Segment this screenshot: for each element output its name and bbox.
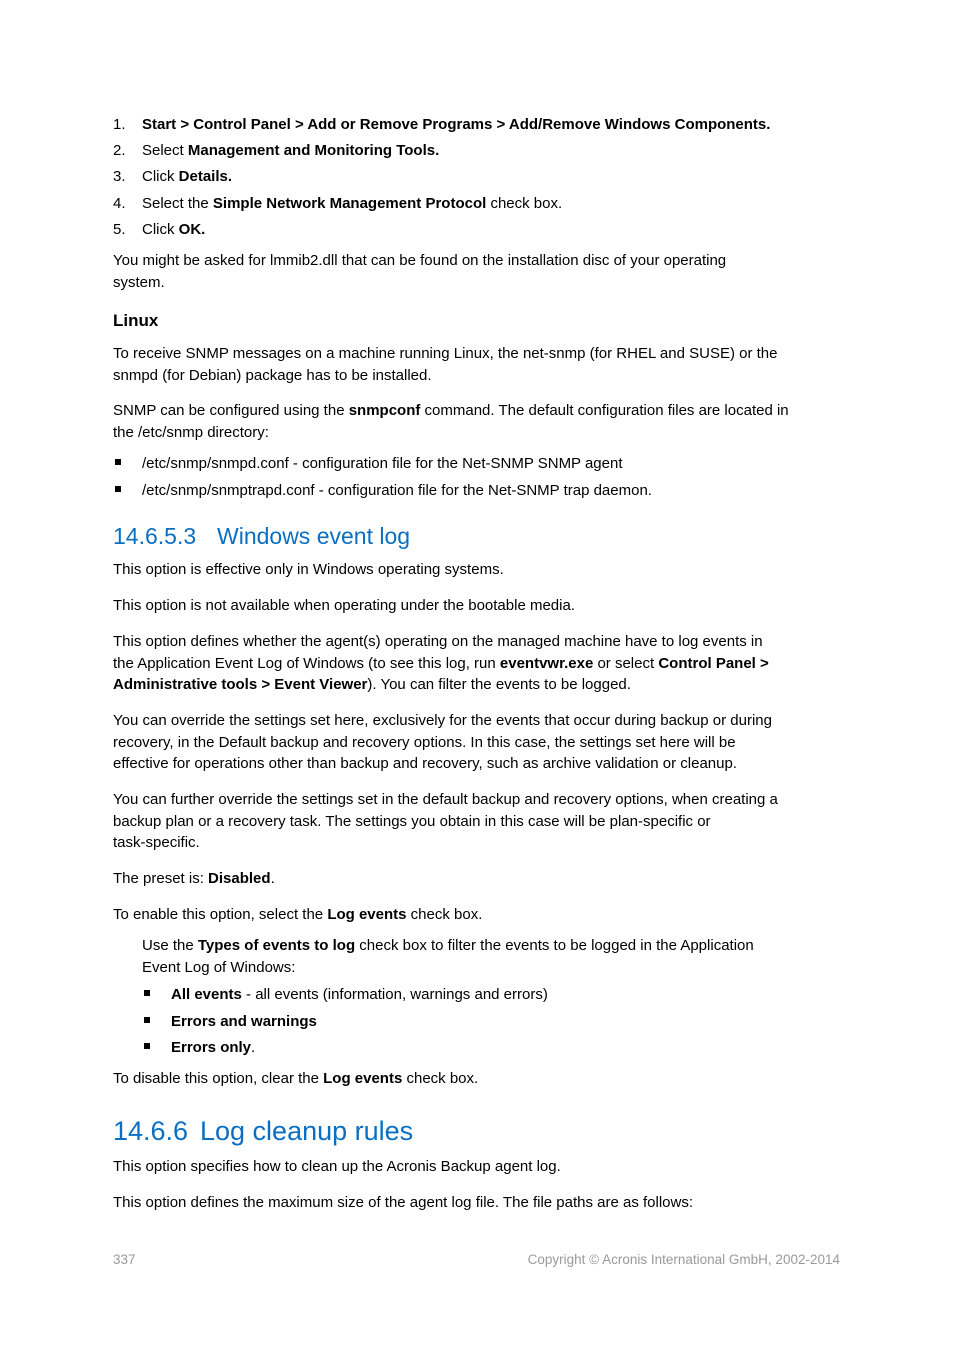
paragraph-line: Event Log of Windows: bbox=[142, 958, 296, 976]
step-pre: Click bbox=[142, 168, 179, 185]
step-bold: Start > Control Panel > Add or Remove Programs > Add/Remove Windows Components. bbox=[142, 116, 771, 133]
lmmib-paragraph bbox=[113, 250, 726, 293]
square-bullet-icon bbox=[144, 990, 150, 996]
option-name: Errors only bbox=[171, 1039, 252, 1056]
text-run: - all events (information, warnings and errors) bbox=[241, 986, 548, 1003]
paragraph: This option specifies how to clean up the Acronis Backup agent log. bbox=[113, 1158, 561, 1175]
text-run: check box. bbox=[406, 906, 483, 923]
copyright-notice: Copyright © Acronis International GmbH, 2002-2014 bbox=[527, 1252, 840, 1267]
option-name: Log events bbox=[323, 1070, 403, 1087]
step-number: 4. bbox=[113, 195, 126, 212]
section-number: 14.6.6 bbox=[113, 1116, 189, 1146]
preset-paragraph bbox=[113, 868, 275, 890]
command-name: eventvwr.exe bbox=[499, 654, 594, 672]
paragraph: This option defines the maximum size of the agent log file. The file paths are as follows: bbox=[113, 1194, 694, 1211]
paragraph-line bbox=[142, 935, 754, 957]
step-bold: Simple Network Management Protocol bbox=[212, 195, 487, 212]
text-run: check box. bbox=[402, 1070, 479, 1087]
text-run: The preset is: bbox=[113, 870, 209, 887]
square-bullet-icon bbox=[144, 1017, 150, 1023]
paragraph-line bbox=[113, 674, 769, 696]
option-name: Errors and warnings bbox=[171, 1013, 317, 1030]
step-post: check box. bbox=[486, 195, 563, 212]
paragraph-line: effective for operations other than backup and recovery, such as archive validation or cleanup. bbox=[113, 755, 737, 772]
text-run: Use the bbox=[142, 937, 198, 954]
linux-heading: Linux bbox=[113, 311, 159, 330]
step-number: 5. bbox=[113, 221, 126, 238]
step-text bbox=[142, 219, 205, 240]
paragraph-line: the /etc/snmp directory: bbox=[113, 423, 269, 441]
enable-paragraph bbox=[113, 904, 482, 926]
section-number: 14.6.5.3 bbox=[113, 523, 197, 549]
text-run: check box to filter the events to be logged in the Application bbox=[355, 937, 754, 954]
square-bullet-icon bbox=[144, 1043, 150, 1049]
step-bold: OK. bbox=[178, 221, 206, 238]
step-text bbox=[142, 114, 770, 135]
paragraph bbox=[113, 631, 769, 696]
list-item: /etc/snmp/snmptrapd.conf - configuration file for the Net-SNMP trap daemon. bbox=[142, 482, 652, 499]
paragraph-line bbox=[113, 400, 789, 422]
step-pre: Select the bbox=[142, 195, 213, 212]
step-text bbox=[142, 140, 439, 161]
menu-path: Administrative tools > Event Viewer bbox=[113, 676, 368, 693]
preset-value: Disabled bbox=[208, 870, 271, 887]
paragraph-line: task-specific. bbox=[113, 834, 200, 851]
paragraph-line: recovery, in the Default backup and recovery options. In this case, the settings set here will be bbox=[113, 733, 736, 751]
paragraph-line bbox=[113, 653, 769, 675]
paragraph-line: snmpd (for Debian) package has to be installed. bbox=[113, 366, 432, 384]
linux-paragraph-1 bbox=[113, 343, 778, 386]
list-item: /etc/snmp/snmpd.conf - configuration file for the Net-SNMP SNMP agent bbox=[142, 455, 623, 472]
step-text bbox=[142, 193, 562, 214]
text-run: To enable this option, select the bbox=[113, 906, 328, 923]
text-run: command. The default configuration files are located in bbox=[420, 402, 789, 419]
text-run: To disable this option, clear the bbox=[113, 1070, 324, 1087]
option-name: All events bbox=[171, 986, 242, 1003]
paragraph-line: You might be asked for lmmib2.dll that can be found on the installation disc of your operating bbox=[113, 252, 727, 269]
step-pre: Select bbox=[142, 142, 188, 159]
step-bold: Details. bbox=[178, 168, 233, 185]
text-run: the Application Event Log of Windows (to see this log, run bbox=[113, 654, 500, 672]
types-paragraph bbox=[142, 935, 754, 978]
step-number: 1. bbox=[113, 116, 126, 133]
paragraph-line: You can override the settings set here, exclusively for the events that occur during backup or during bbox=[113, 712, 772, 729]
square-bullet-icon bbox=[115, 486, 121, 492]
text-run: . bbox=[251, 1039, 256, 1056]
section-title: Log cleanup rules bbox=[200, 1116, 414, 1146]
list-item bbox=[171, 1011, 317, 1033]
menu-path: Control Panel > bbox=[658, 654, 769, 672]
step-text bbox=[142, 166, 232, 187]
section-heading-windows-event-log bbox=[113, 521, 410, 551]
list-item bbox=[171, 984, 548, 1006]
paragraph-line: This option defines whether the agent(s) operating on the managed machine have to log events in bbox=[113, 633, 763, 650]
text-run: . bbox=[270, 870, 275, 887]
paragraph bbox=[113, 710, 772, 775]
step-number: 2. bbox=[113, 142, 126, 159]
linux-paragraph-2 bbox=[113, 400, 789, 443]
paragraph: This option is not available when operating under the bootable media. bbox=[113, 597, 575, 614]
page-number: 337 bbox=[113, 1252, 136, 1267]
list-item bbox=[171, 1037, 255, 1059]
paragraph: This option is effective only in Windows operating systems. bbox=[113, 561, 504, 578]
step-pre: Click bbox=[142, 221, 179, 238]
text-run: ). You can filter the events to be logged. bbox=[367, 676, 631, 693]
section-heading-log-cleanup-rules bbox=[113, 1114, 413, 1148]
square-bullet-icon bbox=[115, 459, 121, 465]
paragraph-line: backup plan or a recovery task. The settings you obtain in this case will be plan-specific or bbox=[113, 812, 711, 830]
paragraph-line: system. bbox=[113, 273, 165, 291]
paragraph bbox=[113, 789, 778, 854]
paragraph-line: To receive SNMP messages on a machine running Linux, the net-snmp (for RHEL and SUSE) or the bbox=[113, 345, 778, 362]
section-title: Windows event log bbox=[217, 523, 411, 549]
text-run: SNMP can be configured using the bbox=[113, 402, 349, 419]
paragraph-line: You can further override the settings set in the default backup and recovery options, when creating a bbox=[113, 791, 778, 808]
disable-paragraph bbox=[113, 1068, 478, 1090]
step-number: 3. bbox=[113, 168, 126, 185]
step-bold: Management and Monitoring Tools. bbox=[187, 142, 440, 159]
option-name: Types of events to log bbox=[197, 937, 356, 954]
command-name: snmpconf bbox=[348, 402, 421, 419]
option-name: Log events bbox=[327, 906, 407, 923]
text-run: or select bbox=[593, 654, 659, 672]
